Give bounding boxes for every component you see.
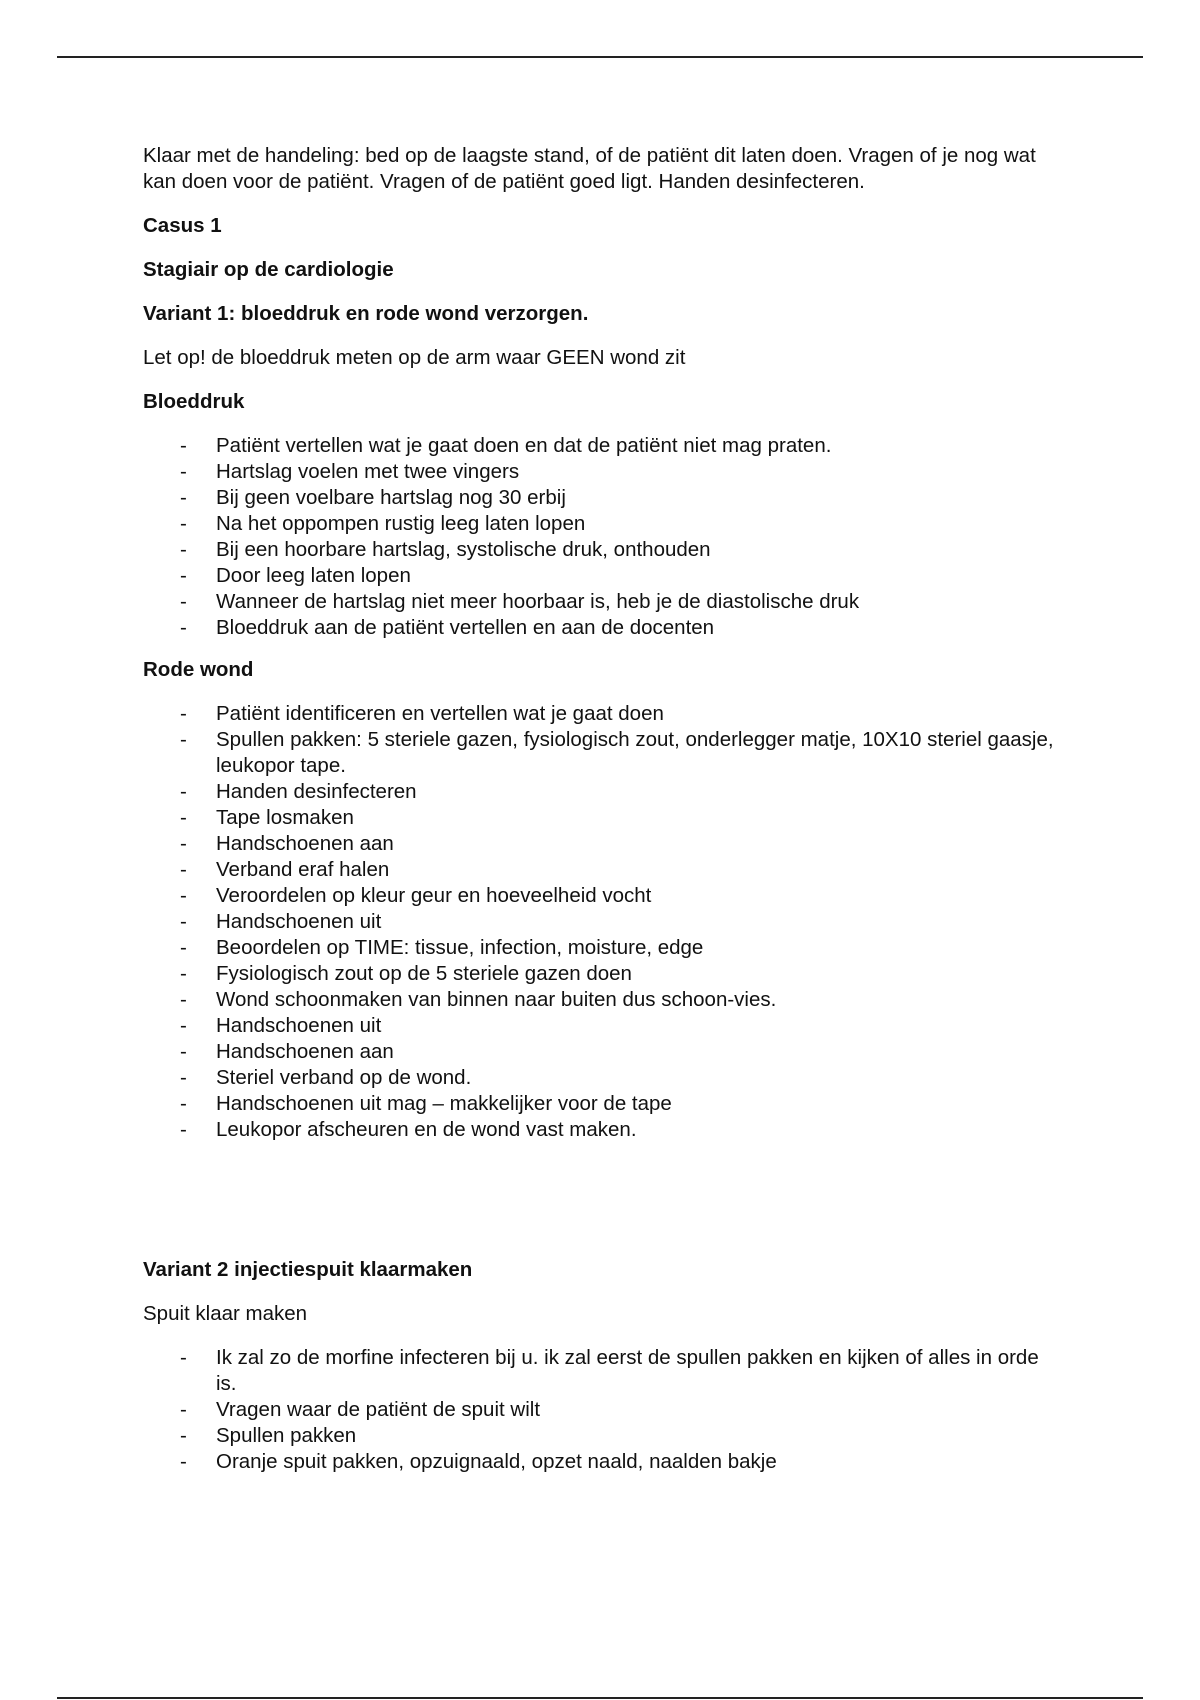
list-item — [143, 1345, 1063, 1397]
bloeddruk-list — [143, 433, 1063, 641]
list-item — [143, 987, 1063, 1013]
list-item-text: Ik zal zo de morfine infecteren bij u. ik zal eerst de spullen pakken en kijken of alles in orde is. — [216, 1346, 1039, 1395]
variant2-list — [143, 1345, 1063, 1475]
list-item-text: Patiënt vertellen wat je gaat doen en dat de patiënt niet mag praten. — [216, 434, 832, 457]
casus-subtitle: Stagiair op de cardiologie — [143, 258, 394, 281]
list-item — [143, 1117, 1063, 1143]
variant2-subtitle: Spuit klaar maken — [143, 1302, 308, 1325]
list-dash: - — [180, 936, 187, 959]
list-item-text: Fysiologisch zout op de 5 steriele gazen doen — [216, 962, 632, 985]
header-rule — [57, 56, 1143, 58]
list-item — [143, 909, 1063, 935]
list-dash: - — [180, 1346, 187, 1369]
list-item — [143, 1013, 1063, 1039]
bloeddruk-heading: Bloeddruk — [143, 390, 245, 413]
list-dash: - — [180, 564, 187, 587]
list-item-text: Wanneer de hartslag niet meer hoorbaar is, heb je de diastolische druk — [216, 590, 860, 613]
list-item-text: Steriel verband op de wond. — [216, 1066, 472, 1089]
list-item-text: Na het oppompen rustig leeg laten lopen — [216, 512, 586, 535]
list-dash: - — [180, 702, 187, 725]
list-item — [143, 615, 1063, 641]
list-item-text: Spullen pakken — [216, 1424, 357, 1447]
rode-wond-heading: Rode wond — [143, 658, 254, 681]
list-item — [143, 485, 1063, 511]
list-item — [143, 1039, 1063, 1065]
list-item-text: Handschoenen uit — [216, 1014, 382, 1037]
intro-paragraph: Klaar met de handeling: bed op de laagste stand, of de patiënt dit laten doen. Vragen of je nog wat kan doen voor de patiënt. Vragen of de patiënt goed ligt. Handen desinfecteren. — [143, 144, 1036, 193]
list-item — [143, 857, 1063, 883]
list-dash: - — [180, 884, 187, 907]
list-dash: - — [180, 538, 187, 561]
list-item — [143, 1397, 1063, 1423]
list-item-text: Hartslag voelen met twee vingers — [216, 460, 520, 483]
list-dash: - — [180, 434, 187, 457]
list-dash: - — [180, 728, 187, 751]
list-item — [143, 961, 1063, 987]
list-item-text: Handschoenen uit mag – makkelijker voor de tape — [216, 1092, 672, 1115]
list-item-text: Verband eraf halen — [216, 858, 390, 881]
list-item-text: Bij geen voelbare hartslag nog 30 erbij — [216, 486, 566, 509]
list-item-text: Bij een hoorbare hartslag, systolische druk, onthouden — [216, 538, 711, 561]
list-dash: - — [180, 780, 187, 803]
list-dash: - — [180, 1424, 187, 1447]
list-item — [143, 1449, 1063, 1475]
list-item-text: Handschoenen uit — [216, 910, 382, 933]
list-dash: - — [180, 806, 187, 829]
list-item-text: Leukopor afscheuren en de wond vast maken. — [216, 1118, 637, 1141]
list-item-text: Veroordelen op kleur geur en hoeveelheid vocht — [216, 884, 652, 907]
casus-title: Casus 1 — [143, 214, 222, 237]
variant1-title: Variant 1: bloeddruk en rode wond verzorgen. — [143, 302, 589, 325]
list-dash: - — [180, 1398, 187, 1421]
list-dash: - — [180, 1450, 187, 1473]
list-item — [143, 1423, 1063, 1449]
list-dash: - — [180, 910, 187, 933]
list-dash: - — [180, 832, 187, 855]
list-dash: - — [180, 1118, 187, 1141]
list-item — [143, 727, 1063, 779]
list-item — [143, 883, 1063, 909]
list-item-text: Tape losmaken — [216, 806, 354, 829]
list-item — [143, 779, 1063, 805]
list-item-text: Vragen waar de patiënt de spuit wilt — [216, 1398, 541, 1421]
list-item — [143, 433, 1063, 459]
list-item — [143, 459, 1063, 485]
list-item-text: Oranje spuit pakken, opzuignaald, opzet naald, naalden bakje — [216, 1450, 777, 1473]
list-dash: - — [180, 1014, 187, 1037]
list-item-text: Handschoenen aan — [216, 1040, 394, 1063]
list-dash: - — [180, 1040, 187, 1063]
list-item-text: Spullen pakken: 5 steriele gazen, fysiologisch zout, onderlegger matje, 10X10 steriel gaasje, leukopor tape. — [216, 728, 1054, 777]
list-item — [143, 935, 1063, 961]
list-item — [143, 701, 1063, 727]
section-spacer — [143, 1159, 1063, 1257]
list-dash: - — [180, 512, 187, 535]
list-item-text: Handschoenen aan — [216, 832, 394, 855]
list-dash: - — [180, 858, 187, 881]
list-item — [143, 1065, 1063, 1091]
list-dash: - — [180, 486, 187, 509]
list-dash: - — [180, 1066, 187, 1089]
list-item-text: Patiënt identificeren en vertellen wat je gaat doen — [216, 702, 664, 725]
list-item — [143, 589, 1063, 615]
list-item-text: Handen desinfecteren — [216, 780, 417, 803]
list-item — [143, 1091, 1063, 1117]
list-dash: - — [180, 988, 187, 1011]
variant2-title: Variant 2 injectiespuit klaarmaken — [143, 1258, 473, 1281]
list-item — [143, 537, 1063, 563]
footer-rule — [57, 1697, 1143, 1699]
rode-wond-list — [143, 701, 1063, 1143]
list-dash: - — [180, 1092, 187, 1115]
list-item — [143, 563, 1063, 589]
list-item-text: Beoordelen op TIME: tissue, infection, moisture, edge — [216, 936, 704, 959]
list-item — [143, 511, 1063, 537]
list-dash: - — [180, 460, 187, 483]
list-dash: - — [180, 616, 187, 639]
list-item — [143, 805, 1063, 831]
list-item-text: Door leeg laten lopen — [216, 564, 411, 587]
list-item-text: Bloeddruk aan de patiënt vertellen en aan de docenten — [216, 616, 715, 639]
list-dash: - — [180, 962, 187, 985]
list-item — [143, 831, 1063, 857]
variant1-note: Let op! de bloeddruk meten op de arm waar GEEN wond zit — [143, 346, 686, 369]
list-item-text: Wond schoonmaken van binnen naar buiten dus schoon-vies. — [216, 988, 777, 1011]
document-body — [143, 143, 1063, 1491]
list-dash: - — [180, 590, 187, 613]
